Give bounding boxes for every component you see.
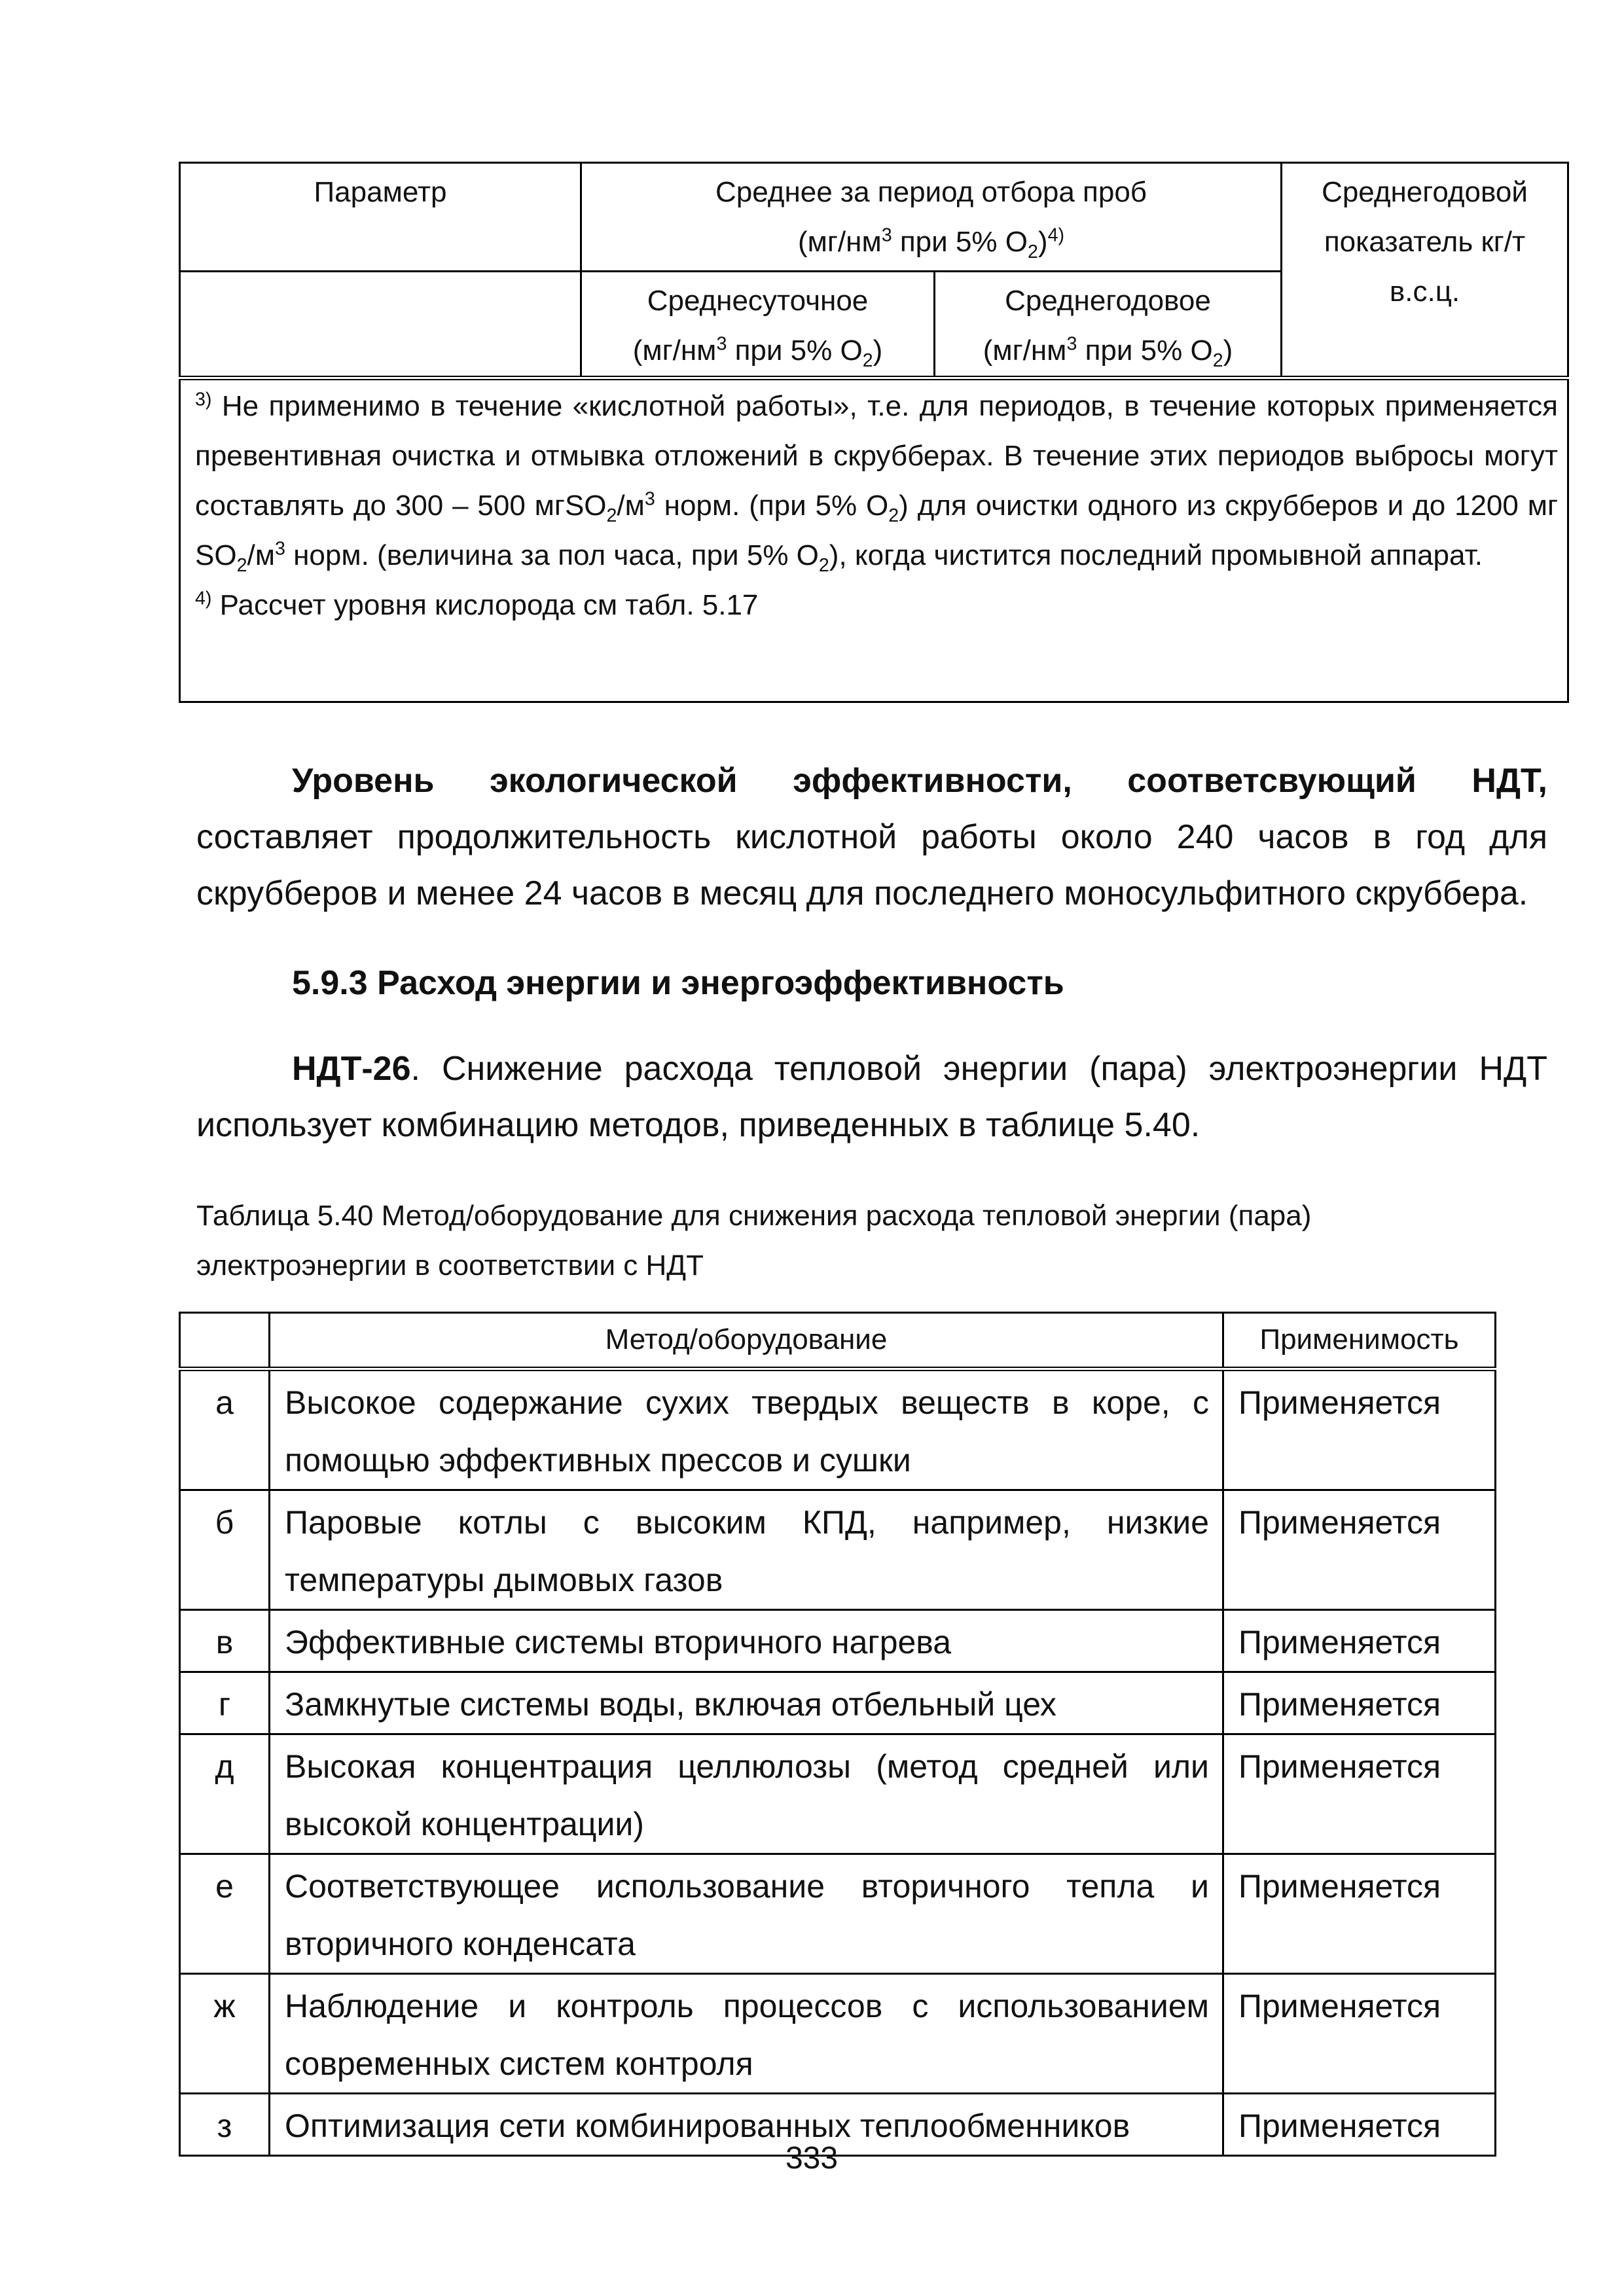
page-number: 333	[785, 2141, 839, 2176]
paragraph-ndt-26: НДТ-26. Снижение расхода тепловой энергии (пара) электроэнергии НДТ использует комбинацию методов, приведенных в таблице 5.40.	[196, 1050, 1547, 1144]
annual-avg-header: Среднегодовое ($мг/нм^3$ при 5% $O_2$)	[935, 272, 1282, 378]
table-row	[180, 1974, 1496, 2094]
table-row	[180, 1734, 1496, 1854]
row-letter: а	[180, 1369, 270, 1490]
avg-period-header: Среднее за период отбора проб ($мг/нм^3$ при 5% $O_2)^{4)}$	[581, 163, 1282, 272]
row-letter: д	[180, 1734, 270, 1854]
row-letter: б	[180, 1490, 270, 1610]
parameter-subheader-empty	[180, 272, 581, 378]
annual-indicator-header: Среднегодовой показатель кг/т в.с.ц.	[1282, 163, 1568, 378]
col-header-applicability: Применимость	[1223, 1313, 1496, 1369]
footnote-4: $^{4)}$ Рассчет уровня кислорода см табл. 5.17	[195, 588, 759, 621]
row-letter: ж	[180, 1974, 270, 2094]
row-applicability: Применяется	[1223, 1672, 1496, 1734]
row-applicability: Применяется	[1223, 1974, 1496, 2094]
row-method: Наблюдение и контроль процессов с использованием современных систем контроля	[270, 1974, 1223, 2094]
table-footnotes	[180, 378, 1568, 702]
row-letter: е	[180, 1854, 270, 1974]
row-method: Оптимизация сети комбинированных теплообменников	[270, 2094, 1223, 2156]
row-letter: з	[180, 2094, 270, 2156]
row-applicability: Применяется	[1223, 1734, 1496, 1854]
table-row	[180, 1672, 1496, 1734]
row-method: Эффективные системы вторичного нагрева	[270, 1610, 1223, 1672]
methods-table	[179, 1312, 1496, 2157]
emissions-table	[179, 162, 1569, 703]
row-method: Соответствующее использование вторичного тепла и вторичного конденсата	[270, 1854, 1223, 1974]
paragraph-efficiency-level: Уровень экологической эффективности, соответсвующий НДТ, составляет продолжительность кислотной работы около 240 часов в год для скрубберов и менее 24 часов в месяц для последнего моносульфитного скруббера.	[196, 762, 1547, 912]
daily-avg-header: Среднесуточное ($мг/нм^3$ при 5% $O_2$)	[581, 272, 935, 378]
row-method: Замкнутые системы воды, включая отбельный цех	[270, 1672, 1223, 1734]
table-row	[180, 1610, 1496, 1672]
section-heading: 5.9.3 Расход энергии и энергоэффективность	[292, 964, 1064, 1002]
col-header-method: Метод/оборудование	[270, 1313, 1223, 1369]
table-row	[180, 1854, 1496, 1974]
table-row	[180, 1490, 1496, 1610]
footnote-3: $^{3)}$ Не применимо в течение «кислотной работы», т.е. для периодов, в течение которых применяется превентивная очистка и отмывка отложений в скрубберах. В течение этих периодов выбросы могут составлять до 300 – 500 $мгSO_2/м^3$ норм. (при 5% $O_2$) для очистки одного из скрубберов и до 1200 мг $SO_2/м^3$ норм. (величина за пол часа, при 5% $O_2$), когда чистится последний промывной аппарат.	[195, 389, 1559, 576]
table-caption: Таблица 5.40 Метод/оборудование для снижения расхода тепловой энергии (пара) электроэнергии в соответствии с НДТ	[196, 1200, 1312, 1282]
row-letter: в	[180, 1610, 270, 1672]
row-applicability: Применяется	[1223, 1369, 1496, 1490]
row-letter: г	[180, 1672, 270, 1734]
table-row	[180, 1369, 1496, 1490]
row-method: Высокая концентрация целлюлозы (метод средней или высокой концентрации)	[270, 1734, 1223, 1854]
row-method: Высокое содержание сухих твердых веществ в коре, с помощью эффективных прессов и сушки	[270, 1369, 1223, 1490]
row-applicability: Применяется	[1223, 2094, 1496, 2156]
row-applicability: Применяется	[1223, 1490, 1496, 1610]
col-header-letter	[180, 1313, 270, 1369]
row-applicability: Применяется	[1223, 1854, 1496, 1974]
row-applicability: Применяется	[1223, 1610, 1496, 1672]
row-method: Паровые котлы с высоким КПД, например, низкие температуры дымовых газов	[270, 1490, 1223, 1610]
parameter-header: Параметр	[180, 163, 581, 272]
